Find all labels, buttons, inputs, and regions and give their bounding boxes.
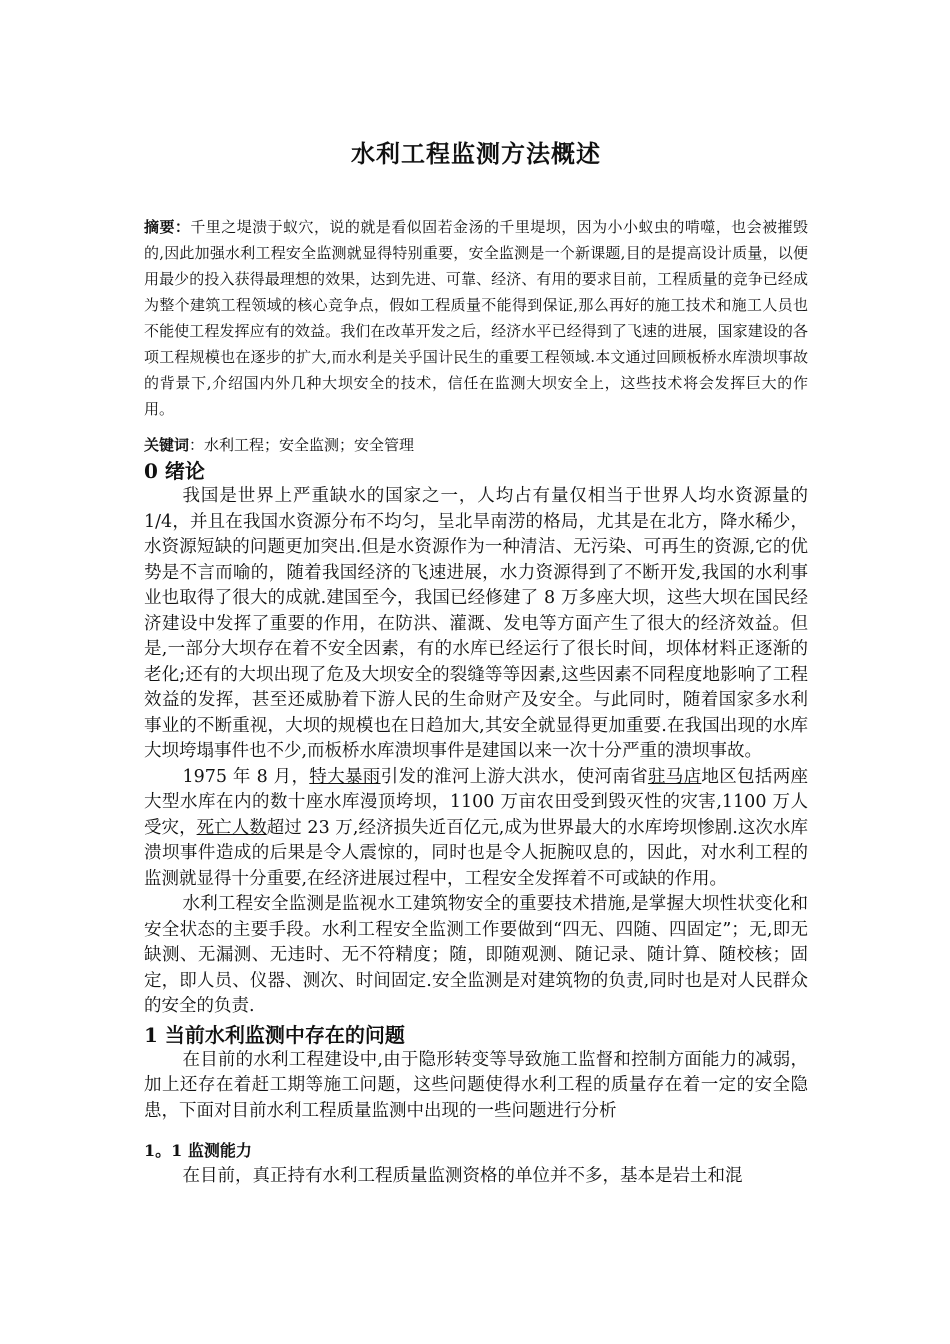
abstract — [144, 214, 808, 422]
text-run: 1975 年 8 月， — [182, 766, 310, 787]
section-heading-problems: 1 当前水利监测中存在的问题 — [144, 1022, 405, 1047]
hyperlink-zhumadian[interactable]: 驻马店 — [647, 766, 702, 787]
hyperlink-heavy-rain[interactable]: 特大暴雨 — [309, 766, 381, 787]
keywords-label: 关键词 — [144, 436, 190, 454]
monitoring-capability-paragraph: 在目前，真正持有水利工程质量监测资格的单位并不多，基本是岩土和混 — [182, 1166, 743, 1186]
text-run: 引发的淮河上游大洪水，使河南省 — [380, 766, 648, 787]
keywords — [144, 434, 808, 456]
text-run: 超过 23 万,经济损失近百亿元,成为世界最大的水库垮坝惨剧.这次水库溃坝事件造成的后果是令人震惊的，同时也是令人扼腕叹息的，因此，对水利工程的监测就显得十分重要,在经济进展过程中，工程安全发挥着不可或缺的作用。 — [144, 817, 808, 889]
abstract-label: 摘要： — [144, 218, 191, 236]
section-heading-introduction: 0 绪论 — [144, 459, 205, 483]
text-run: 地区包括两座大型水库在内的数十座水库漫顶垮坝，1100 万亩农田受到毁灭性的灾害,1100 万人受灾， — [144, 766, 809, 838]
intro-paragraph-1: 我国是世界上严重缺水的国家之一，人均占有量仅相当于世界人均水资源量的 1/4，并且在我国水资源分布不均匀，呈北旱南涝的格局，尤其是在北方，降水稀少，水资源短缺的问题更加突出.但是水资源作为一种清洁、无污染、可再生的资源,它的优势是不言而喻的，随着我国经济的飞速进展，水力资源得到了不断开发,我国的水利事业也取得了很大的成就.建国至今，我国已经修建了 8 万多座大坝，这些大坝在国民经济建设中发挥了重要的作用，在防洪、灌溉、发电等方面产生了很大的经济效益。但是,一部分大坝存在着不安全因素，有的水库已经运行了很长时间，坝体材料正逐渐的老化;还有的大坝出现了危及大坝安全的裂缝等等因素,这些因素不同程度地影响了工程效益的发挥，甚至还威胁着下游人民的生命财产及安全。与此同时，随着国家多水利事业的不断重视，大坝的规模也在日趋加大,其安全就显得更加重要.在我国出现的水库大坝垮塌事件也不少,而板桥水库溃坝事件是建国以来一次十分严重的溃坝事故。 — [144, 486, 808, 761]
keywords-text: ：水利工程；安全监测；安全管理 — [189, 436, 415, 454]
hyperlink-death-toll[interactable]: 死亡人数 — [196, 817, 267, 838]
subsection-heading-monitoring-capability: 1。1 监测能力 — [144, 1141, 252, 1160]
intro-paragraph-3: 水利工程安全监测是监视水工建筑物安全的重要技术措施,是掌握大坝性状变化和安全状态的主要手段。水利工程安全监测工作要做到“四无、四随、四固定”；无,即无缺测、无漏测、无违时、无不符精度；随，即随观测、随记录、随计算、随校核；固定，即人员、仪器、测次、时间固定.安全监测是对建筑物的负责,同时也是对人民群众的安全的负责. — [144, 894, 808, 1016]
intro-paragraph-2 — [144, 765, 808, 893]
abstract-text: 千里之堤溃于蚁穴，说的就是看似固若金汤的千里堤坝，因为小小蚁虫的啃噬，也会被摧毁的,因此加强水利工程安全监测就显得特别重要，安全监测是一个新课题,目的是提高设计质量，以便用最少的投入获得最理想的效果，达到先进、可靠、经济、有用的要求目前，工程质量的竞争已经成为整个建筑工程领域的核心竞争点，假如工程质量不能得到保证,那么再好的施工技术和施工人员也不能使工程发挥应有的效益。我们在改革开发之后，经济水平已经得到了飞速的进展，国家建设的各项工程规模也在逐步的扩大,而水利是关乎国计民生的重要工程领域.本文通过回顾板桥水库溃坝事故的背景下,介绍国内外几种大坝安全的技术，信任在监测大坝安全上，这些技术将会发挥巨大的作用。 — [144, 218, 808, 418]
document-title: 水利工程监测方法概述 — [351, 140, 601, 168]
problems-paragraph-1: 在目前的水利工程建设中,由于隐形转变等导致施工监督和控制方面能力的减弱，加上还存在着赶工期等施工问题，这些问题使得水利工程的质量存在着一定的安全隐患，下面对目前水利工程质量监测中出现的一些问题进行分析 — [144, 1049, 808, 1121]
